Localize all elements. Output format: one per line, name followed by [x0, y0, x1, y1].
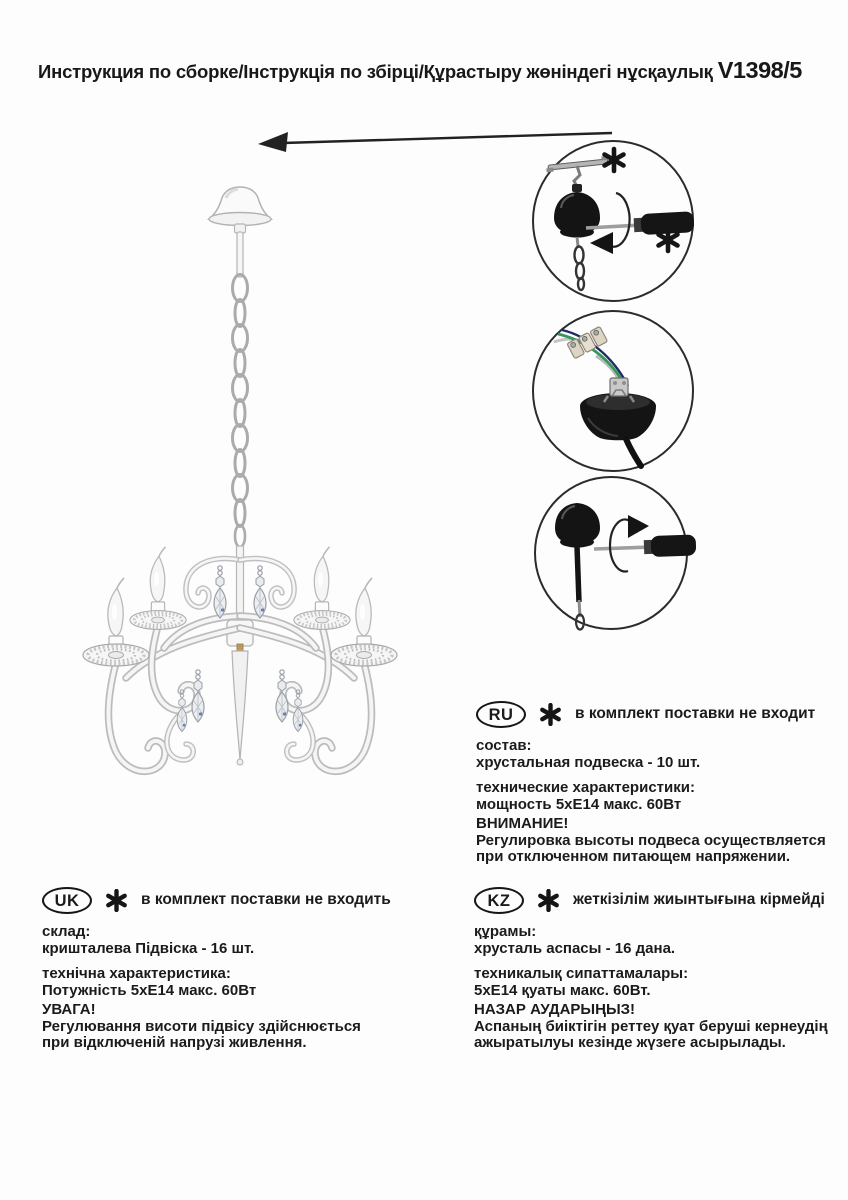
warning-line: при відключеній напрузі живлення. — [42, 1034, 307, 1051]
uk-badge-row — [42, 887, 450, 914]
section-kz — [474, 887, 848, 1052]
canopy-icon — [555, 503, 600, 548]
ru-badge: RU — [476, 701, 526, 728]
specs-value: Потужність 5хЕ14 макс. 60Вт — [42, 981, 257, 999]
step3-diagram-rod-screw — [530, 474, 696, 640]
title-text: Инструкция по сборке/Інструкція по збірці/Құрастыру жөніндегі нұсқаулық — [38, 61, 713, 82]
composition-value: хрусталь аспасы - 16 дана. — [474, 939, 676, 957]
kz-badge-row — [474, 887, 848, 914]
asterisk-icon — [537, 889, 560, 912]
composition-paragraph — [474, 924, 848, 957]
composition-value: кришталева Підвіска - 16 шт. — [42, 939, 255, 957]
specs-value: мощность 5хЕ14 макс. 60Вт — [476, 795, 682, 813]
specs-paragraph — [474, 966, 848, 1052]
section-uk — [42, 887, 450, 1052]
rod-icon — [576, 546, 584, 630]
chain-link-icon — [575, 237, 585, 290]
specs-label: технические характеристики: — [476, 779, 695, 796]
warning-line: ажыратылуы кезінде жүзеге асырылады. — [474, 1034, 786, 1051]
kz-badge: KZ — [474, 887, 524, 914]
rotation-arrow-icon — [610, 515, 649, 572]
composition-paragraph — [42, 924, 450, 957]
hanging-rod — [237, 232, 243, 277]
section-ru — [476, 701, 848, 866]
canopy-bowl-icon — [580, 393, 656, 440]
specs-paragraph — [476, 780, 848, 866]
asterisk-icon — [105, 889, 128, 912]
page-title — [38, 57, 802, 84]
warning-label: ВНИМАНИЕ! — [476, 815, 569, 832]
composition-label: склад: — [42, 923, 91, 940]
ceiling-canopy — [209, 187, 271, 233]
warning-label: УВАГА! — [42, 1001, 96, 1018]
uk-badge: UK — [42, 887, 92, 914]
power-cable-icon — [626, 439, 641, 466]
model-number: V1398/5 — [717, 57, 802, 83]
chandelier-image — [58, 158, 430, 806]
warning-label: НАЗАР АУДАРЫҢЫЗ! — [474, 1001, 636, 1018]
step2-diagram-wiring — [528, 306, 698, 476]
terminal-block-icon — [567, 326, 608, 358]
warning-line: Аспаның биіктігін реттеу қуат беруші кернеудің — [474, 1017, 828, 1035]
warning-line: при отключенном питающем напряжении. — [476, 848, 791, 865]
composition-paragraph — [476, 738, 848, 771]
canopy-icon — [554, 184, 600, 238]
chain — [233, 275, 248, 548]
composition-value: хрустальная подвеска - 10 шт. — [476, 753, 701, 771]
composition-label: состав: — [476, 737, 532, 754]
central-column — [227, 546, 253, 765]
not-included-note: жеткізілім жиынтығына кірмейді — [573, 890, 825, 908]
warning-line: Регулировка высоты подвеса осуществляется — [476, 831, 826, 849]
step1-diagram-canopy-bracket — [528, 136, 698, 306]
not-included-note: в комплект поставки не входит — [575, 704, 816, 722]
not-included-note: в комплект поставки не входить — [141, 890, 391, 908]
asterisk-icon — [539, 703, 562, 726]
composition-label: құрамы: — [474, 923, 537, 940]
specs-label: технічна характеристика: — [42, 965, 231, 982]
warning-line: Регулювання висоти підвісу здійснюється — [42, 1017, 361, 1035]
ru-badge-row — [476, 701, 848, 728]
specs-label: техникалық сипаттамалары: — [474, 965, 689, 982]
specs-value: 5хЕ14 қуаты макс. 60Вт. — [474, 981, 651, 999]
screwdriver-icon — [586, 211, 694, 235]
specs-paragraph — [42, 966, 450, 1052]
